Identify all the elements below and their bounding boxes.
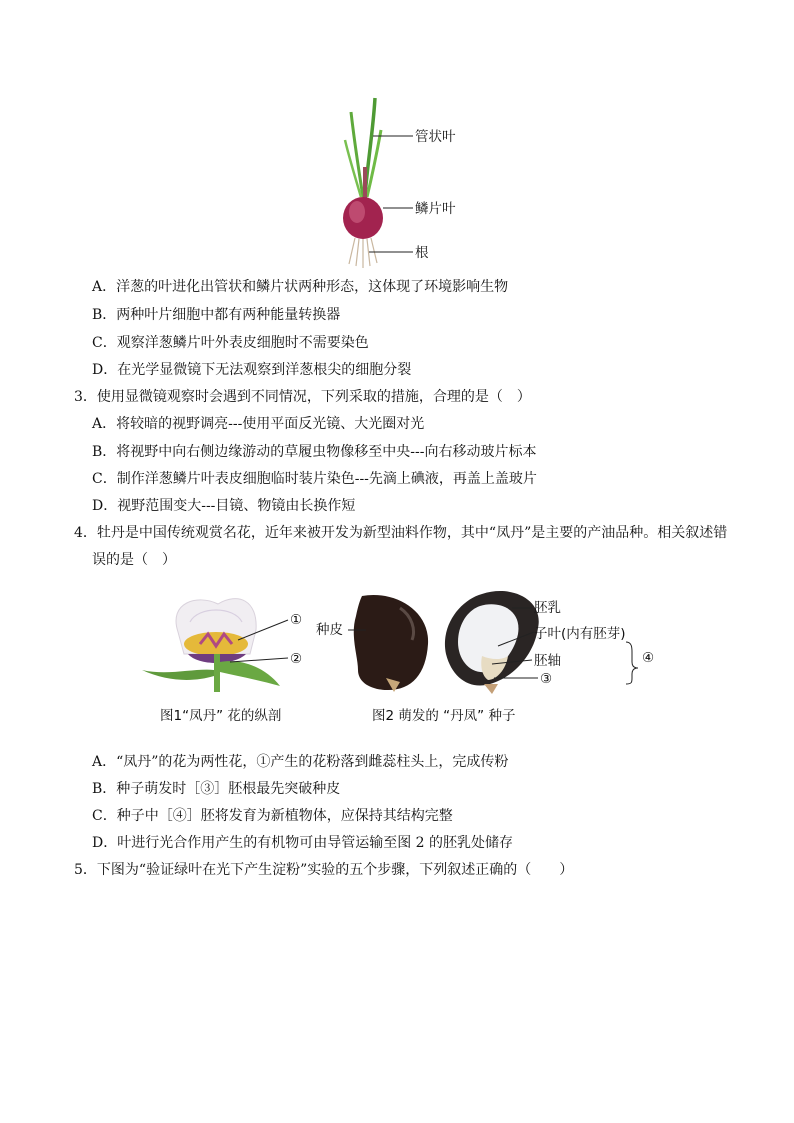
onion-label-scale-leaf: 鳞片叶 — [415, 201, 456, 217]
onion-figure — [325, 92, 475, 270]
q4-option-d: D．叶进行光合作用产生的有机物可由导管运输至图 2 的胚乳处储存 — [92, 835, 514, 851]
fig2-label-cotyledon: 子叶(内有胚芽) — [534, 626, 626, 642]
q4-option-b: B．种子萌发时［③］胚根最先突破种皮 — [92, 781, 341, 797]
q4-stem-line1: 4．牡丹是中国传统观赏名花，近年来被开发为新型油料作物，其中“凤丹”是主要的产油品种。相关叙述错 — [74, 525, 728, 541]
fig2-label-endosperm: 胚乳 — [534, 600, 561, 616]
q4-option-c: C．种子中［④］胚将发育为新植物体，应保持其结构完整 — [92, 808, 453, 824]
q2-option-a: A．洋葱的叶进化出管状和鳞片状两种形态，这体现了环境影响生物 — [92, 279, 509, 295]
q2-option-d: D．在光学显微镜下无法观察到洋葱根尖的细胞分裂 — [92, 362, 412, 378]
seed-coat-image — [354, 595, 428, 692]
q2-option-b: B．两种叶片细胞中都有两种能量转换器 — [92, 307, 341, 323]
fig1-caption: 图1“凤丹” 花的纵剖 — [160, 708, 282, 724]
onion-label-tubular-leaf: 管状叶 — [415, 129, 456, 145]
fig2-marker-4: ④ — [642, 650, 655, 666]
q3-option-c: C．制作洋葱鳞片叶表皮细胞临时装片染色---先滴上碘液，再盖上盖玻片 — [92, 471, 537, 487]
q3-option-d: D．视野范围变大---目镜、物镜由长换作短 — [92, 498, 356, 514]
q5-stem: 5．下图为“验证绿叶在光下产生淀粉”实验的五个步骤，下列叙述正确的（ ） — [74, 862, 574, 878]
q4-option-a: A．“凤丹”的花为两性花，①产生的花粉落到雌蕊柱头上，完成传粉 — [92, 754, 509, 770]
q2-option-c: C．观察洋葱鳞片叶外表皮细胞时不需要染色 — [92, 335, 369, 351]
fig1-marker-2: ② — [290, 651, 303, 667]
onion-label-root: 根 — [415, 245, 429, 261]
peony-flower-figure — [138, 592, 318, 696]
peony-flower-image — [142, 599, 280, 692]
fig2-caption: 图2 萌发的 “丹凤” 种子 — [372, 708, 516, 724]
seed-section-image — [445, 591, 539, 694]
fig1-marker-1: ① — [290, 612, 303, 628]
q3-option-b: B．将视野中向右侧边缘游动的草履虫物像移至中央---向右移动玻片标本 — [92, 444, 537, 460]
onion-image — [343, 98, 383, 268]
q3-stem: 3．使用显微镜观察时会遇到不同情况，下列采取的措施，合理的是（ ） — [74, 389, 531, 405]
fig2-label-seed-coat: 种皮 — [316, 622, 343, 638]
q3-option-a: A．将较暗的视野调亮---使用平面反光镜、大光圈对光 — [92, 416, 425, 432]
fig2-marker-3: ③ — [540, 671, 553, 687]
q4-stem-line2: 误的是（ ） — [92, 552, 176, 568]
fig2-label-hypocotyl: 胚轴 — [534, 653, 561, 669]
peony-seed-figure — [312, 586, 662, 696]
